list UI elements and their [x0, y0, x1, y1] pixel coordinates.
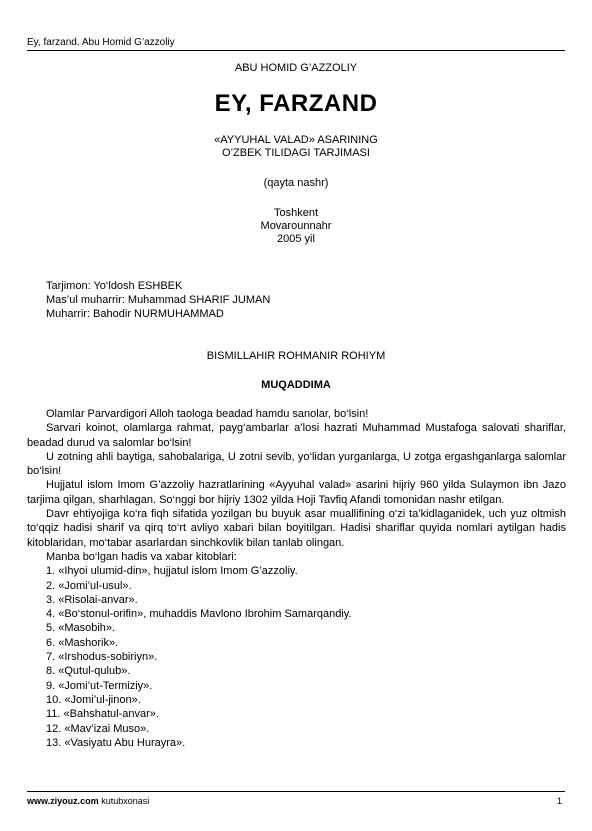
section-title: MUQADDIMA	[261, 379, 331, 391]
author-name: ABU HOMID G’AZZOLIY	[234, 62, 358, 74]
paragraph: Olamlar Parvardigori Alloh taologa beadad hamdu sanolar, bo‘lsin!	[46, 408, 369, 420]
book-title: EY, FARZAND	[214, 90, 378, 117]
list-item: 4. «Bo‘stonul-orifin», muhaddis Mavlono Ibrohim Samarqandiy.	[46, 608, 352, 621]
paragraph: U zotning ahli baytiga, sahobalariga, U zotni sevib, yo‘lidan yurganlarga, U zotga ergashganlarga salomlar bo‘lsin!	[27, 450, 566, 478]
subtitle-line-1: «AYYUHAL VALAD» ASARINING	[214, 134, 378, 146]
publication-year: 2005 yil	[277, 233, 315, 245]
list-item: 1. «Ihyoi ulumid-din», hujjatul islom Imom G’azzoliy.	[46, 565, 298, 578]
running-header: Ey, farzand. Abu Homid G’azzoliy	[27, 37, 565, 51]
publisher-name: Movarounnahr	[260, 220, 332, 232]
publication-info	[0, 207, 592, 246]
list-item: 3. «Risolai-anvar».	[46, 593, 138, 606]
paragraph: Sarvari koinot, olamlarga rahmat, payg‘ambarlar a’losi hazrati Muhammad Mustafoga salovati shariflar, beadad durud va salomlar bo‘lsin!	[27, 422, 566, 449]
paragraph: Manba bo‘lgan hadis va xabar kitoblari:	[46, 550, 237, 563]
edition-note: (qayta nashr)	[263, 177, 329, 189]
list-item: 13. «Vasiyatu Abu Hurayra».	[46, 736, 186, 749]
list-item: 8. «Qutul-qulub».	[46, 665, 131, 678]
editor-credit: Muharrir: Bahodir NURMUHAMMAD	[46, 308, 224, 320]
paragraph: Davr ehtiyojiga ko‘ra fiqh sifatida yozilgan bu buyuk asar muallifining o‘zi ta’kidlaganidek, uch yuz oltmish to‘qqiz hadisi sharif va qirq to‘rt avliyo xabari bilan boyitilgan. Hadisi shariflar quyida nomlari aytilgan hadis kitoblaridan, mo‘tabar asarlardan sinchkovlik bilan tanlab olingan.	[27, 508, 566, 549]
list-item: 6. «Mashorik».	[46, 636, 119, 649]
body-text	[27, 407, 566, 750]
list-item: 2. «Jomi’ul-usul».	[46, 579, 132, 592]
sources-list	[27, 564, 566, 750]
list-item: 9. «Jomi’ut-Termiziy».	[46, 679, 153, 692]
basmala: BISMILLAHIR ROHMANIR ROHIYM	[206, 350, 386, 362]
list-item: 7. «Irshodus-sobiriyn».	[46, 651, 158, 664]
translator-credit: Tarjimon: Yo‘ldosh ESHBEK	[46, 280, 183, 292]
book-subtitle	[0, 134, 592, 160]
paragraph: Hujjatul islom Imom G’azzoliy hazratlarining «Ayyuhal valad» asarini hijriy 960 yilda Sulaymon ibn Jazo tarjima qilgan, sharhlagan. So‘nggi bor hijriy 1302 yilda Hoji Tavfiq Afandi tomonidan nashr etilgan.	[27, 479, 566, 506]
page-footer	[27, 791, 565, 807]
page-number: 1	[556, 796, 562, 806]
credits-block	[46, 279, 270, 321]
list-item: 5. «Masobih».	[46, 622, 116, 635]
list-item: 12. «Mav’izai Muso».	[46, 722, 150, 735]
list-item: 11. «Bahshatul-anvar».	[46, 708, 159, 721]
subtitle-line-2: O’ZBEK TILIDAGI TARJIMASI	[222, 147, 370, 159]
responsible-editor-credit: Mas’ul muharrir: Muhammad SHARIF JUMAN	[46, 294, 271, 306]
footer-site-link[interactable]: www.ziyouz.com	[27, 796, 99, 806]
publication-city: Toshkent	[273, 207, 319, 219]
footer-site-suffix: kutubxonasi	[98, 796, 150, 806]
list-item: 10. «Jomi’ul-jinon».	[46, 693, 141, 706]
